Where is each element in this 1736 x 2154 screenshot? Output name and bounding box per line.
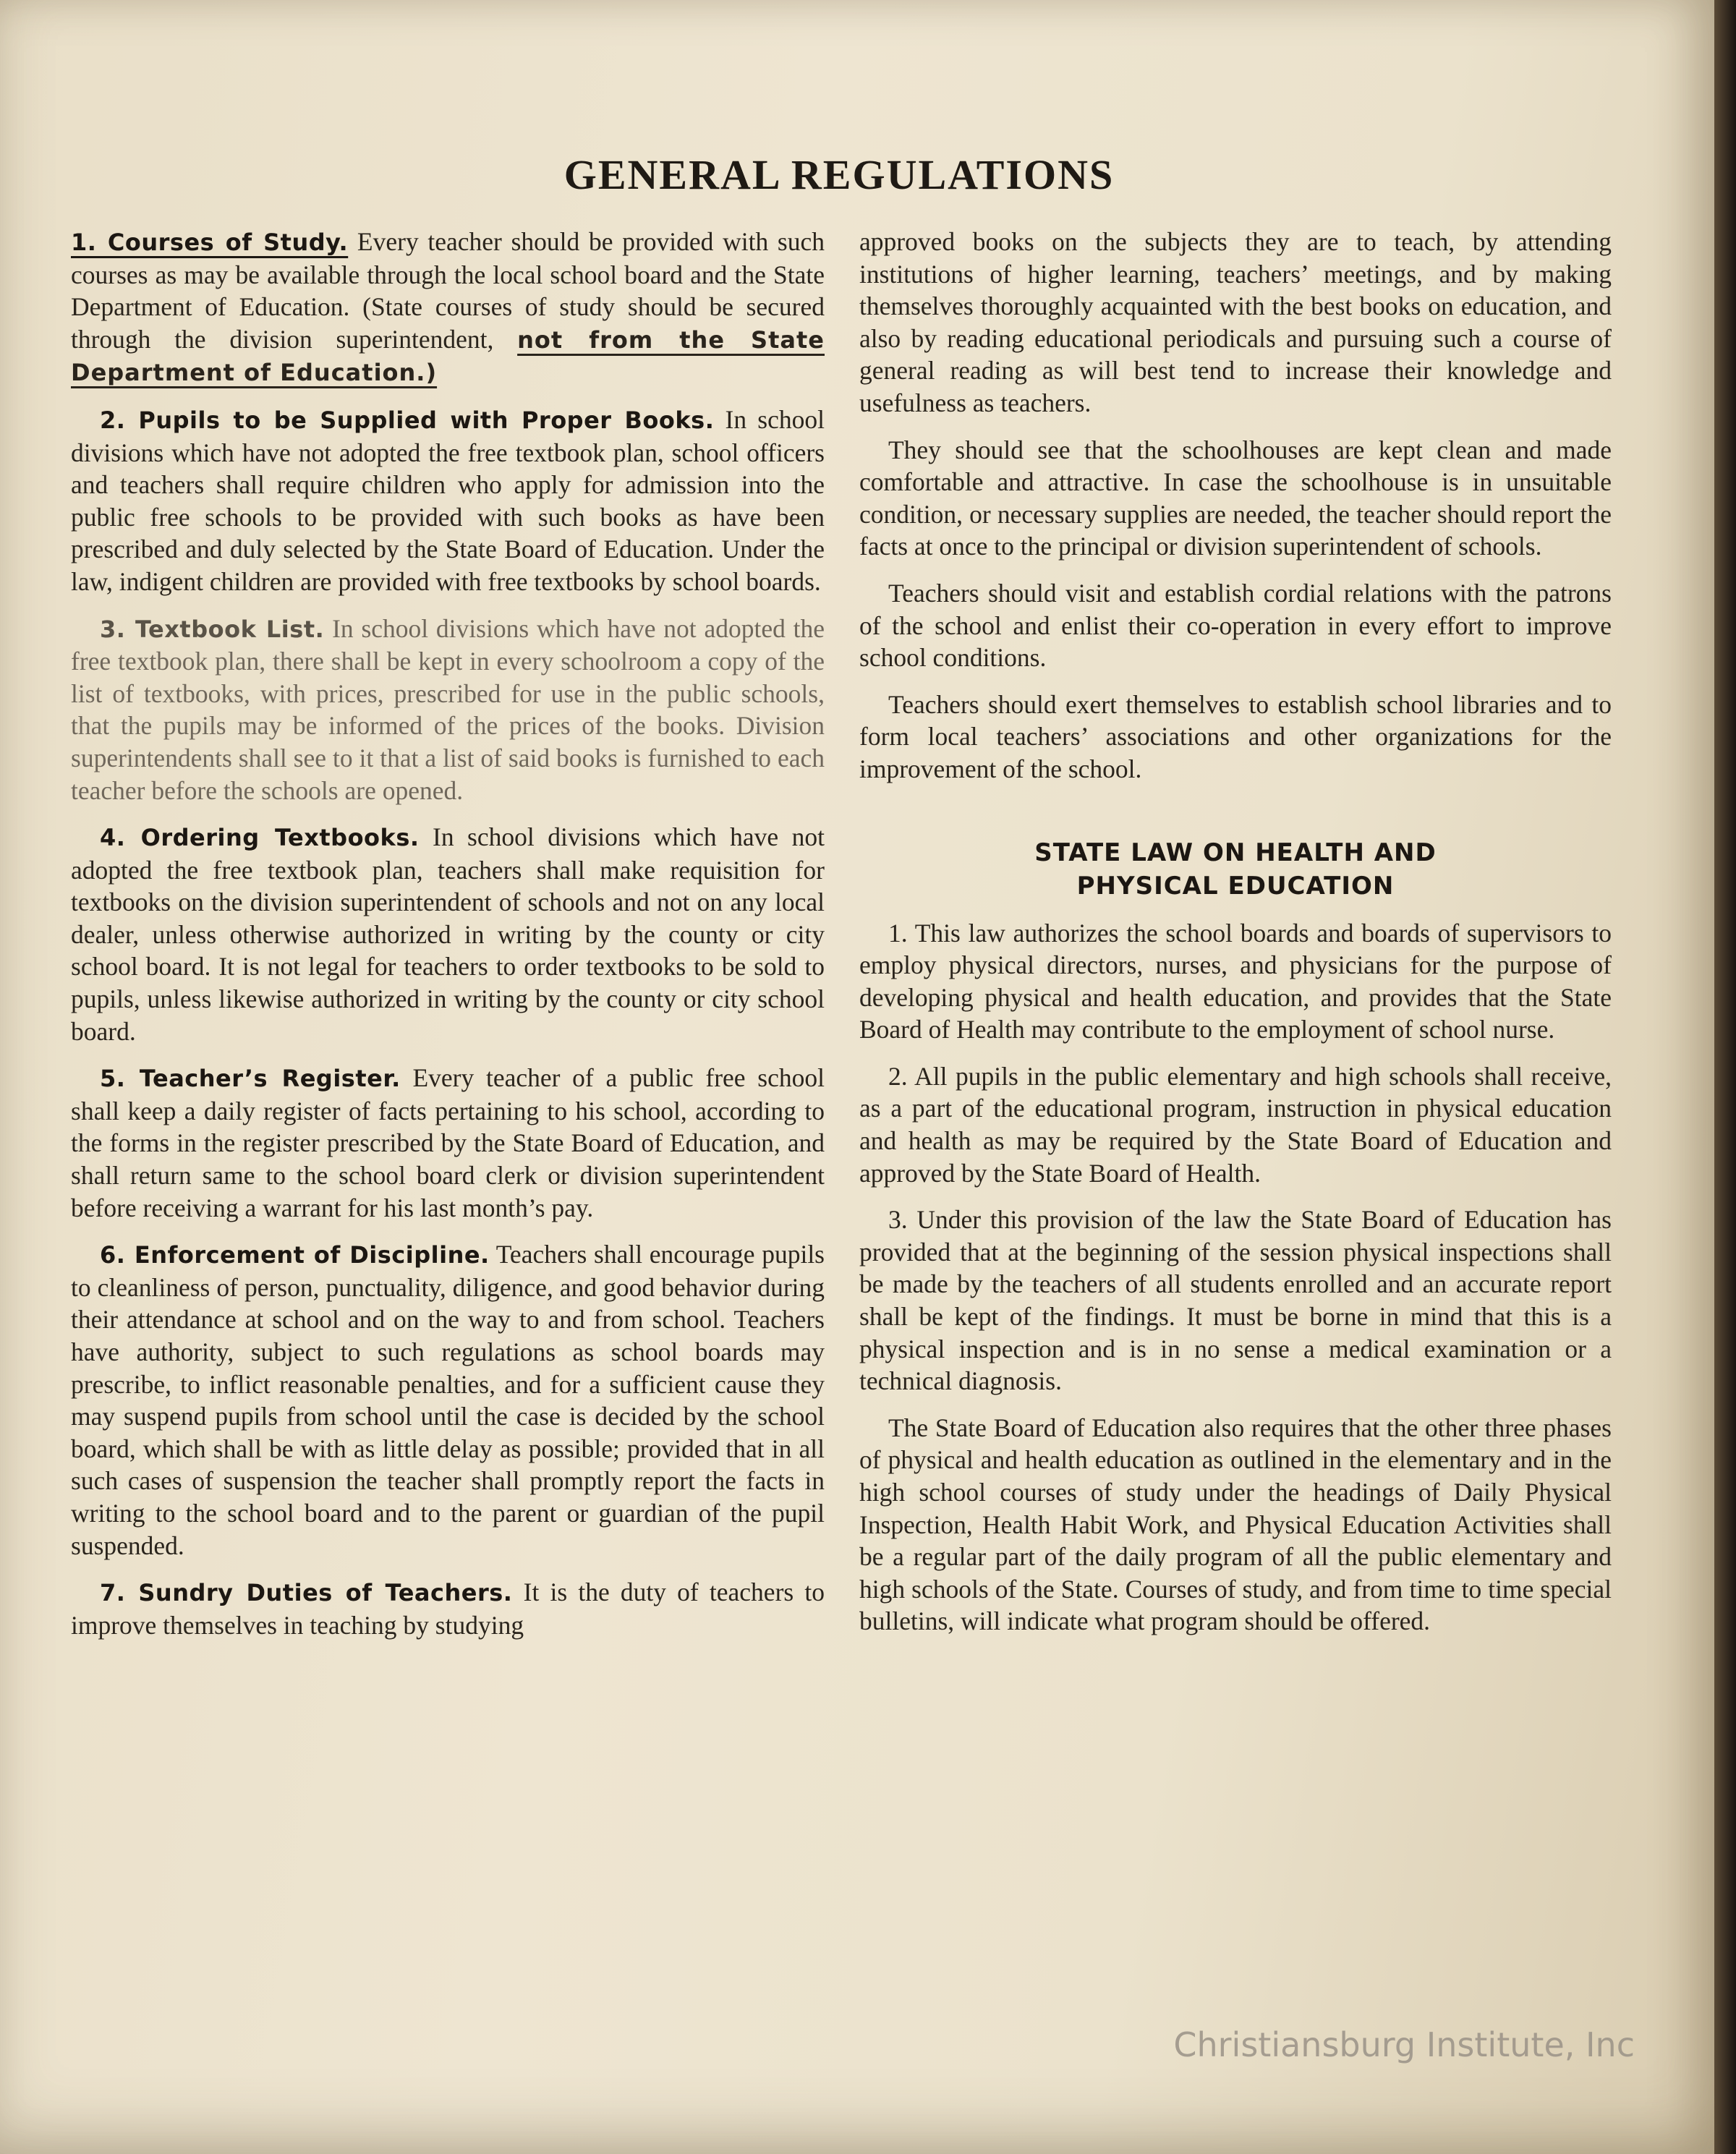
section-text: In school divisions which have not adopted the free textbook plan, teachers shall make requisition for textbooks on the division superintendent of schools and not on any local dealer, unless otherwise authorized in writing by the county or city school board. It is not legal for teachers to order textbooks to be sold to pupils, unless likewise authorized in writing by the county or city school board. — [71, 822, 825, 1046]
health-law-item-2: 2. All pupils in the public elementary and high schools shall receive, as a part of the educational program, instruction in physical education and health as may be required by the State Board of Education and approved by the State Board of Health. — [859, 1061, 1612, 1188]
section-heading: 1. Courses of Study. — [71, 229, 349, 256]
section-text: It is the duty of teachers to improve themselves in teaching by studying — [71, 1578, 825, 1640]
section-sundry-duties — [71, 1576, 825, 1641]
section-ordering-textbooks — [71, 821, 825, 1047]
section-subheading — [859, 836, 1612, 903]
paragraph-libraries: Teachers should exert themselves to establish school libraries and to form local teachers’ associations and other organizations for the improvement of the school. — [859, 689, 1612, 783]
section-heading: 5. Teacher’s Register. — [100, 1065, 401, 1093]
section-heading: 7. Sundry Duties of Teachers. — [100, 1579, 513, 1607]
section-heading: 4. Ordering Textbooks. — [100, 824, 420, 852]
section-text: Every teacher should be provided with such courses as may be available through the local school board and the State Department of Education. (State courses of study should be secured through the division superintendent, — [71, 227, 825, 354]
health-law-item-3: 3. Under this provision of the law the State Board of Education has provided that at the beginning of the session physical inspections shall be made by the teachers of all students enrolled and an accurate report shall be kept of the findings. It must be borne in mind that this is a physical inspection and is in no sense a medical examination or a technical diagnosis. — [859, 1205, 1612, 1396]
section-heading: 3. Textbook List. — [100, 615, 325, 643]
section-heading: 2. Pupils to be Supplied with Proper Books. — [100, 406, 715, 434]
section-heading: 6. Enforcement of Discipline. — [100, 1241, 490, 1269]
paragraph-schoolhouses: They should see that the schoolhouses are kept clean and made comfortable and attractive. In case the schoolhouse is in unsuitable condition, or necessary supplies are needed, the teacher should report the facts at once to the principal or division superintendent of schools. — [859, 435, 1612, 561]
page-title: GENERAL REGULATIONS — [563, 151, 1115, 198]
right-column — [859, 226, 1612, 1652]
section-teachers-register — [71, 1062, 825, 1224]
paragraph-continued: approved books on the subjects they are to teach, by attending institutions of higher learning, teachers’ meetings, and by making themselves thoroughly acquainted with the best books on education, and also by reading educational periodicals and pursuing such a course of general reading as will best tend to increase their knowledge and usefulness as teachers. — [859, 227, 1612, 417]
subheading-line: PHYSICAL EDUCATION — [1076, 871, 1395, 901]
watermark: Christiansburg Institute, Inc — [1173, 2025, 1635, 2064]
left-column — [71, 226, 825, 1656]
section-discipline — [71, 1238, 825, 1562]
section-emphasis: not from the State Department of Education.) — [71, 325, 825, 387]
health-law-paragraph: The State Board of Education also requires that the other three phases of physical and health education as outlined in the elementary and in the high school courses of study under the headings of Daily Physical Inspection, Health Habit Work, and Physical Education Activities shall be a regular part of the daily program of all the public elementary and high schools of the State. Courses of study, and from time to time special bulletins, will indicate what program should be offered. — [859, 1413, 1612, 1636]
subheading-line: STATE LAW ON HEALTH AND — [1034, 838, 1437, 867]
section-courses-of-study — [71, 226, 825, 389]
page-edge-shadow — [1714, 0, 1736, 2154]
section-text: In school divisions which have not adopted the free textbook plan, school officers and teachers shall require children who apply for admission into the public free schools to be provided with such books as have been prescribed and duly selected by the State Board of Education. Under the law, indigent children are provided with free textbooks by school boards. — [71, 404, 825, 596]
section-textbook-list — [71, 613, 825, 807]
section-text: Teachers shall encourage pupils to cleanliness of person, punctuality, diligence, and good behavior during their attendance at school and on the way to and from school. Teachers have authority, subject to such regulations as school boards may prescribe, to inflict reasonable penalties, and for a sufficient cause they may suspend pupils from school until the case is decided by the school board, which shall be with as little delay as possible; provided that in all such cases of suspension the teacher shall promptly report the facts in writing to the school board and to the parent or guardian of the pupil suspended. — [71, 1240, 825, 1560]
section-proper-books — [71, 404, 825, 598]
health-law-item-1: 1. This law authorizes the school boards and boards of supervisors to employ physical directors, nurses, and physicians for the purpose of developing physical and health education, and provides that the State Board of Health may contribute to the employment of school nurse. — [859, 918, 1612, 1044]
paragraph-patrons: Teachers should visit and establish cordial relations with the patrons of the school and enlist their co-operation in every effort to improve school conditions. — [859, 578, 1612, 673]
section-text: In school divisions which have not adopted the free textbook plan, there shall be kept in every schoolroom a copy of the list of textbooks, with prices, prescribed for use in the public schools, that the pupils may be informed of the prices of the books. Division superintendents shall see to it that a list of said books is furnished to each teacher before the schools are opened. — [71, 613, 825, 805]
section-text: Every teacher of a public free school shall keep a daily register of facts pertaining to his school, according to the forms in the register prescribed by the State Board of Education, and shall return same to the school board clerk or division superintendent before receiving a warrant for his last month’s pay. — [71, 1063, 825, 1222]
